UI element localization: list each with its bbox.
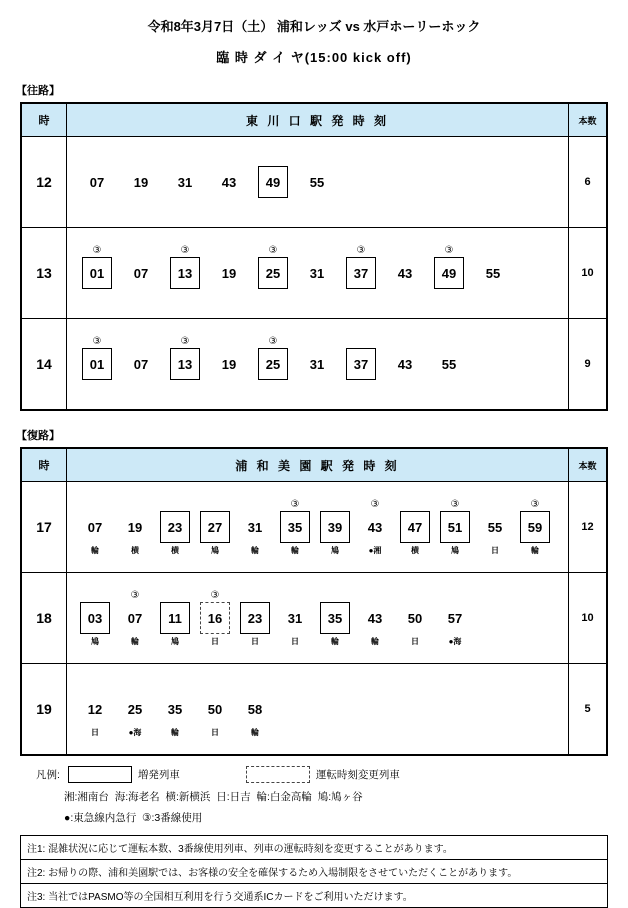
page-title: 令和8年3月7日（土） 浦和レッズ vs 水戸ホーリーホック — [147, 19, 481, 34]
time-value: 55 — [487, 519, 503, 535]
departure-time — [275, 589, 315, 648]
destination-label: 日 — [291, 636, 299, 646]
dashed-box-label: 運転時刻変更列車 — [315, 769, 400, 781]
departure-time — [315, 498, 355, 557]
time-value: 07 — [89, 174, 105, 190]
departure-time — [251, 335, 295, 394]
departure-time — [75, 244, 119, 303]
departure-time — [207, 335, 251, 394]
train-count: 10 — [568, 228, 606, 318]
hour-label: 13 — [22, 228, 67, 318]
destination-label: ●海 — [448, 636, 462, 646]
departure-time — [295, 153, 339, 212]
departure-time — [435, 498, 475, 557]
departure-time — [119, 335, 163, 394]
departure-time — [195, 498, 235, 557]
time-value: 01 — [82, 348, 112, 380]
time-value: 51 — [440, 511, 470, 543]
departure-time — [115, 498, 155, 557]
destination-label: 鳩 — [171, 636, 179, 646]
count-column-header: 本数 — [568, 104, 606, 136]
return-table — [20, 447, 608, 756]
timetable-row — [22, 137, 606, 227]
station-column-header: 東 川 口 駅 発 時 刻 — [245, 113, 389, 128]
departure-time — [207, 244, 251, 303]
time-value: 43 — [367, 519, 383, 535]
platform3-mark: ③ — [370, 498, 380, 510]
legend-symbols: ●:東急線内急行 ③:3番線使用 — [64, 812, 203, 824]
departure-times — [67, 137, 568, 227]
departure-time — [163, 244, 207, 303]
notes-box — [20, 835, 608, 908]
time-value: 31 — [247, 519, 263, 535]
departure-time — [383, 335, 427, 394]
time-value: 55 — [485, 265, 501, 281]
departure-times — [67, 573, 568, 663]
departure-time — [115, 589, 155, 648]
count-column-header: 本数 — [568, 449, 606, 481]
time-value: 07 — [87, 519, 103, 535]
departure-time — [427, 335, 471, 394]
destination-label: 鳩 — [211, 545, 219, 555]
legend-destinations: 湘:湘南台 海:海老名 横:新横浜 日:日吉 輪:白金高輪 鳩:鳩ヶ谷 — [64, 791, 363, 803]
departure-time — [155, 589, 195, 648]
departure-time — [295, 244, 339, 303]
platform3-mark: ③ — [356, 244, 366, 256]
departure-time — [355, 498, 395, 557]
departure-time — [275, 498, 315, 557]
platform3-mark: ③ — [180, 244, 190, 256]
departure-time — [251, 153, 295, 212]
page-subtitle: 臨 時 ダ イ ヤ(15:00 kick off) — [216, 50, 412, 65]
outbound-table-body — [22, 137, 606, 409]
departure-time — [75, 680, 115, 739]
outbound-table-header — [22, 104, 606, 137]
time-value: 07 — [127, 610, 143, 626]
time-value: 35 — [280, 511, 310, 543]
train-count: 9 — [568, 319, 606, 409]
destination-label: 輪 — [171, 727, 179, 737]
platform3-mark: ③ — [268, 244, 278, 256]
time-value: 50 — [407, 610, 423, 626]
hour-column-header: 時 — [22, 104, 67, 136]
time-value: 35 — [320, 602, 350, 634]
departure-time — [515, 498, 555, 557]
platform3-mark: ③ — [450, 498, 460, 510]
departure-time — [75, 153, 119, 212]
destination-label: ●湘 — [368, 545, 382, 555]
outbound-section-label: 【往路】 — [16, 85, 60, 97]
time-value: 43 — [397, 265, 413, 281]
destination-label: 日 — [91, 727, 99, 737]
time-value: 58 — [247, 701, 263, 717]
timetable-row — [22, 227, 606, 318]
departure-time — [355, 589, 395, 648]
destination-label: 輪 — [91, 545, 99, 555]
legend-line-boxes — [36, 766, 608, 783]
train-count: 5 — [568, 664, 606, 754]
departure-times — [67, 664, 568, 754]
time-value: 19 — [133, 174, 149, 190]
destination-label: 横 — [171, 545, 179, 555]
timetable-row — [22, 572, 606, 663]
destination-label: 鳩 — [331, 545, 339, 555]
time-value: 47 — [400, 511, 430, 543]
time-value: 25 — [127, 701, 143, 717]
time-value: 31 — [287, 610, 303, 626]
departure-time — [115, 680, 155, 739]
time-value: 23 — [160, 511, 190, 543]
time-value: 03 — [80, 602, 110, 634]
destination-label: 日 — [211, 636, 219, 646]
train-count: 6 — [568, 137, 606, 227]
time-value: 31 — [177, 174, 193, 190]
hour-column-header: 時 — [22, 449, 67, 481]
hour-label: 12 — [22, 137, 67, 227]
solid-box-sample — [68, 766, 132, 783]
timetable-row — [22, 482, 606, 572]
solid-box-label: 増発列車 — [137, 769, 180, 781]
time-value: 43 — [221, 174, 237, 190]
time-value: 59 — [520, 511, 550, 543]
departure-time — [207, 153, 251, 212]
time-value: 07 — [133, 356, 149, 372]
departure-time — [471, 244, 515, 303]
time-value: 23 — [240, 602, 270, 634]
dashed-box-sample — [246, 766, 310, 783]
return-table-body — [22, 482, 606, 754]
departure-time — [383, 244, 427, 303]
departure-time — [235, 589, 275, 648]
departure-time — [119, 244, 163, 303]
departure-time — [163, 153, 207, 212]
hour-label: 18 — [22, 573, 67, 663]
time-value: 55 — [309, 174, 325, 190]
departure-time — [163, 335, 207, 394]
return-section-label: 【復路】 — [16, 430, 60, 442]
platform3-mark: ③ — [130, 589, 140, 601]
departure-time — [155, 498, 195, 557]
station-column-header: 浦 和 美 園 駅 発 時 刻 — [235, 458, 400, 473]
platform3-mark: ③ — [210, 589, 220, 601]
time-value: 49 — [258, 166, 288, 198]
departure-time — [435, 589, 475, 648]
destination-label: 鳩 — [91, 636, 99, 646]
departure-times — [67, 482, 568, 572]
hour-label: 14 — [22, 319, 67, 409]
departure-time — [195, 680, 235, 739]
time-value: 25 — [258, 257, 288, 289]
destination-label: 日 — [211, 727, 219, 737]
time-value: 37 — [346, 348, 376, 380]
train-count: 10 — [568, 573, 606, 663]
departure-time — [315, 589, 355, 648]
departure-time — [75, 589, 115, 648]
time-value: 12 — [87, 701, 103, 717]
departure-time — [339, 244, 383, 303]
time-value: 43 — [397, 356, 413, 372]
destination-label: 横 — [411, 545, 419, 555]
time-value: 19 — [221, 356, 237, 372]
destination-label: 輪 — [371, 636, 379, 646]
time-value: 57 — [447, 610, 463, 626]
destination-label: 輪 — [131, 636, 139, 646]
departure-time — [395, 589, 435, 648]
destination-label: 輪 — [251, 727, 259, 737]
departure-time — [295, 335, 339, 394]
departure-time — [155, 680, 195, 739]
time-value: 25 — [258, 348, 288, 380]
departure-time — [475, 498, 515, 557]
legend — [20, 766, 608, 825]
destination-label: 輪 — [291, 545, 299, 555]
time-value: 49 — [434, 257, 464, 289]
departure-time — [119, 153, 163, 212]
platform3-mark: ③ — [530, 498, 540, 510]
platform3-mark: ③ — [92, 244, 102, 256]
platform3-mark: ③ — [180, 335, 190, 347]
time-value: 50 — [207, 701, 223, 717]
destination-label: 日 — [491, 545, 499, 555]
time-value: 16 — [200, 602, 230, 634]
time-value: 31 — [309, 356, 325, 372]
time-value: 11 — [160, 602, 190, 634]
note-2: 注2: お帰りの際、浦和美園駅では、お客様の安全を確保するため入場制限をさせていただくことがあります。 — [21, 859, 607, 883]
destination-label: ●海 — [128, 727, 142, 737]
hour-label: 19 — [22, 664, 67, 754]
destination-label: 輪 — [251, 545, 259, 555]
destination-label: 輪 — [331, 636, 339, 646]
platform3-mark: ③ — [92, 335, 102, 347]
note-3: 注3: 当社ではPASMO等の全国相互利用を行う交通系ICカードをご利用いただけます。 — [21, 883, 607, 907]
train-count: 12 — [568, 482, 606, 572]
outbound-table — [20, 102, 608, 411]
departure-time — [75, 335, 119, 394]
time-value: 43 — [367, 610, 383, 626]
destination-label: 輪 — [531, 545, 539, 555]
time-value: 37 — [346, 257, 376, 289]
departure-time — [251, 244, 295, 303]
time-value: 07 — [133, 265, 149, 281]
destination-label: 日 — [251, 636, 259, 646]
platform3-mark: ③ — [290, 498, 300, 510]
time-value: 13 — [170, 348, 200, 380]
time-value: 39 — [320, 511, 350, 543]
note-1: 注1: 混雑状況に応じて運転本数、3番線使用列車、列車の運転時刻を変更することがあります。 — [27, 844, 453, 855]
destination-label: 横 — [131, 545, 139, 555]
departure-time — [235, 498, 275, 557]
departure-time — [195, 589, 235, 648]
return-table-header — [22, 449, 606, 482]
departure-time — [75, 498, 115, 557]
platform3-mark: ③ — [268, 335, 278, 347]
platform3-mark: ③ — [444, 244, 454, 256]
time-value: 19 — [127, 519, 143, 535]
time-value: 31 — [309, 265, 325, 281]
time-value: 01 — [82, 257, 112, 289]
time-value: 27 — [200, 511, 230, 543]
time-value: 19 — [221, 265, 237, 281]
departure-time — [235, 680, 275, 739]
time-value: 55 — [441, 356, 457, 372]
departure-time — [427, 244, 471, 303]
hour-label: 17 — [22, 482, 67, 572]
time-value: 13 — [170, 257, 200, 289]
departure-time — [339, 335, 383, 394]
departure-times — [67, 228, 568, 318]
time-value: 35 — [167, 701, 183, 717]
departure-times — [67, 319, 568, 409]
timetable-row — [22, 318, 606, 409]
legend-label: 凡例: — [36, 769, 60, 781]
timetable-row — [22, 663, 606, 754]
destination-label: 鳩 — [451, 545, 459, 555]
destination-label: 日 — [411, 636, 419, 646]
departure-time — [395, 498, 435, 557]
